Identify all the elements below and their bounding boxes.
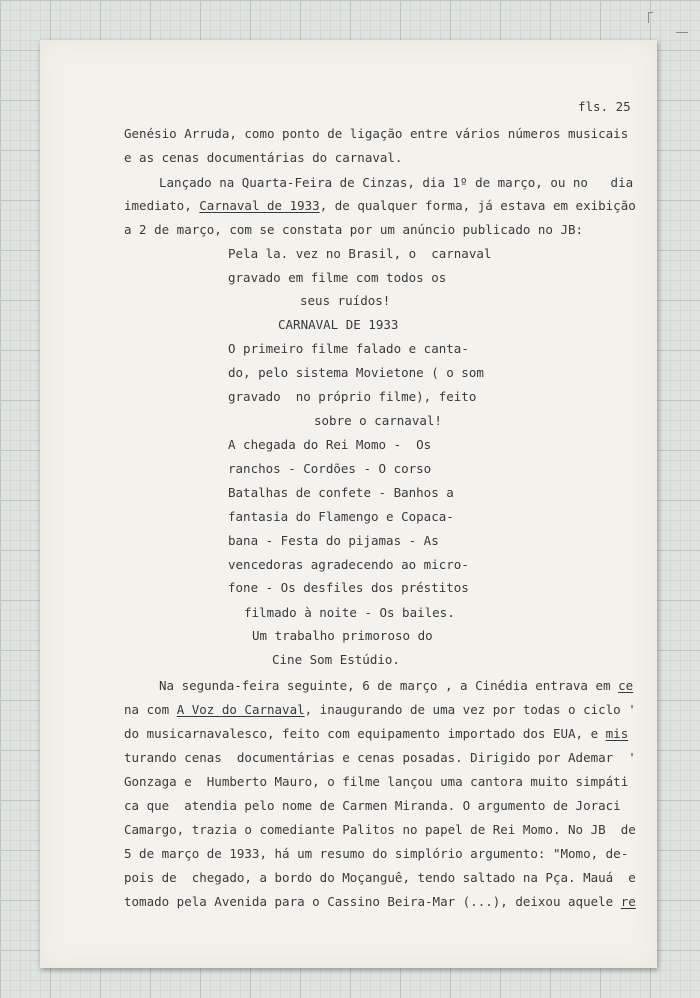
pencil-mark (676, 20, 688, 33)
text-line (228, 581, 469, 595)
text-line (228, 271, 446, 285)
text-line (124, 703, 636, 717)
line-text: gravado em filme com todos os (228, 270, 447, 285)
text-line (244, 606, 455, 620)
text-line (124, 823, 636, 837)
text-line (124, 847, 628, 861)
text-line (228, 486, 454, 500)
text-line (228, 510, 454, 524)
text-line (124, 895, 636, 909)
text-line (124, 775, 628, 789)
line-text: Um trabalho primoroso do (252, 628, 433, 643)
text-line (228, 534, 439, 548)
line-text: 5 de março de 1933, há um resumo do simplório argumento: "Momo, de- (124, 846, 629, 861)
text-line (228, 366, 484, 380)
line-text: bana - Festa do pijamas - As (228, 533, 439, 548)
line-text: turando cenas documentárias e cenas posadas. Dirigido por Ademar ' (124, 750, 636, 765)
text-line (124, 871, 636, 885)
text-line (159, 679, 633, 693)
line-text: na com (124, 702, 177, 717)
underlined-title: mis (605, 726, 629, 741)
line-text: ranchos - Cordões - O corso (228, 461, 432, 476)
line-text: ca que atendia pelo nome de Carmen Miranda. O argumento de Joraci (124, 798, 621, 813)
line-text: , inaugurando de uma vez por todas o ciclo ' (304, 702, 636, 717)
line-text: fone - Os desfiles dos préstitos (228, 580, 469, 595)
line-text: Cine Som Estúdio. (272, 652, 400, 667)
line-text: Genésio Arruda, como ponto de ligação entre vários números musicais (124, 126, 629, 141)
line-text: Lançado na Quarta-Feira de Cinzas, dia 1º de março, ou no dia (159, 175, 634, 190)
text-line (314, 414, 442, 428)
line-text: seus ruídos! (300, 293, 391, 308)
text-line (278, 318, 398, 332)
line-text: do, pelo sistema Movietone ( o som (228, 365, 484, 380)
text-line (252, 629, 433, 643)
text-line (300, 294, 390, 308)
page-number: fls. 25 (578, 99, 631, 114)
line-text: pois de chegado, a bordo do Moçanguê, tendo saltado na Pça. Mauá e (124, 870, 636, 885)
line-text: , de qualquer forma, já estava em exibição (319, 198, 636, 213)
line-text: gravado no próprio filme), feito (228, 389, 477, 404)
underlined-title: Carnaval de 1933 (199, 198, 320, 213)
underlined-title: ce (618, 678, 634, 693)
text-line (124, 727, 628, 741)
underlined-title: re (620, 894, 636, 909)
text-line (228, 462, 431, 476)
line-text: O primeiro filme falado e canta- (228, 341, 469, 356)
line-text: Pela la. vez no Brasil, o carnaval (228, 246, 492, 261)
text-line (228, 558, 469, 572)
underlined-title: A Voz do Carnaval (176, 702, 305, 717)
text-line (124, 199, 636, 213)
line-text: do musicarnavalesco, feito com equipamento importado dos EUA, e (124, 726, 606, 741)
line-text: imediato, (124, 198, 200, 213)
line-text: fantasia do Flamengo e Copaca- (228, 509, 454, 524)
text-line (124, 223, 583, 237)
text-line (159, 176, 633, 190)
line-text: e as cenas documentárias do carnaval. (124, 150, 403, 165)
line-text: Na segunda-feira seguinte, 6 de março , a Cinédia entrava em (159, 678, 619, 693)
text-line (228, 390, 476, 404)
line-text: Camargo, trazia o comediante Palitos no papel de Rei Momo. No JB de (124, 822, 636, 837)
line-text: Gonzaga e Humberto Mauro, o filme lançou uma cantora muito simpáti (124, 774, 629, 789)
text-line (124, 751, 636, 765)
line-text: a 2 de março, com se constata por um anúncio publicado no JB: (124, 222, 584, 237)
line-text: sobre o carnaval! (314, 413, 442, 428)
text-line (124, 127, 628, 141)
text-line (272, 653, 400, 667)
text-line (228, 342, 469, 356)
line-text: tomado pela Avenida para o Cassino Beira-Mar (...), deixou aquele (124, 894, 621, 909)
text-line (228, 247, 491, 261)
text-line (228, 438, 431, 452)
line-text: A chegada do Rei Momo - Os (228, 437, 432, 452)
text-line (124, 151, 402, 165)
line-text: Batalhas de confete - Banhos a (228, 485, 454, 500)
text-line (124, 799, 621, 813)
line-text: filmado à noite - Os bailes. (244, 605, 455, 620)
line-text: vencedoras agradecendo ao micro- (228, 557, 469, 572)
pencil-mark (648, 12, 653, 23)
line-text: CARNAVAL DE 1933 (278, 317, 399, 332)
